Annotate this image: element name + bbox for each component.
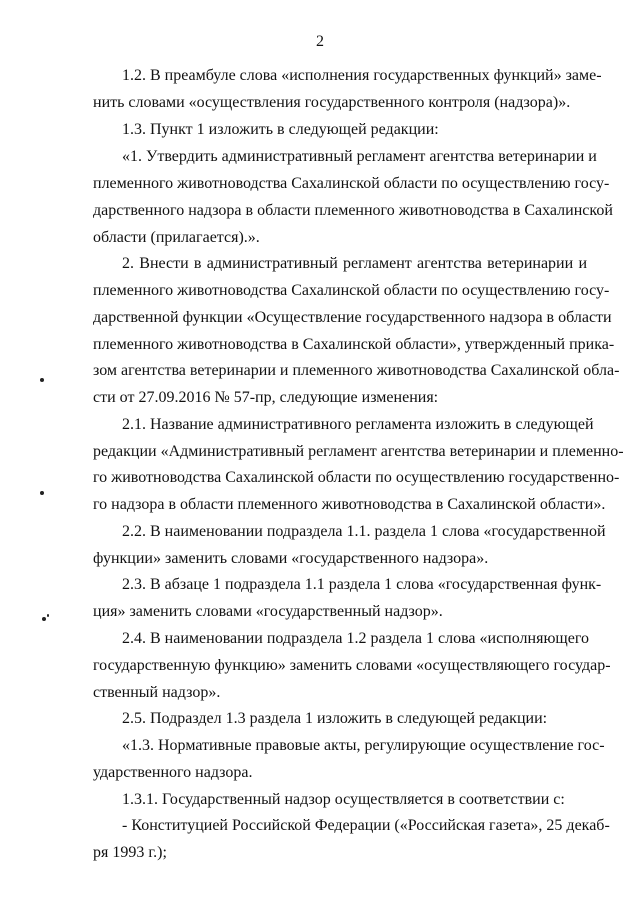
text-line: племенного животноводства Сахалинской области по осуществлению госу- xyxy=(93,175,610,192)
scan-speck xyxy=(42,617,46,621)
text-line: племенного животноводства в Сахалинской области», утвержденный прика- xyxy=(93,336,615,353)
text-line: 2.2. В наименовании подраздела 1.1. раздела 1 слова «государственной xyxy=(122,523,606,540)
text-line: редакции «Административный регламент агентства ветеринарии и племенно- xyxy=(93,443,624,460)
text-line: 2.3. В абзаце 1 подраздела 1.1 раздела 1 слова «государственная функ- xyxy=(122,576,602,593)
text-line: сти от 27.09.2016 № 57-пр, следующие изменения: xyxy=(93,389,439,406)
text-line: 2.4. В наименовании подраздела 1.2 раздела 1 слова «исполняющего xyxy=(122,630,589,647)
text-line: области (прилагается).». xyxy=(93,229,260,246)
text-line: - Конституцией Российской Федерации («Российская газета», 25 декаб- xyxy=(122,817,610,834)
text-line: «1. Утвердить административный регламент агентства ветеринарии и xyxy=(122,148,597,165)
scan-speck xyxy=(47,614,49,617)
scan-speck xyxy=(40,378,44,382)
text-line: ственный надзор». xyxy=(93,684,221,701)
text-line: го надзора в области племенного животноводства в Сахалинской области». xyxy=(93,496,606,513)
text-line: 2. Внести в административный регламент агентства ветеринарии и xyxy=(122,255,587,272)
text-line: государственную функцию» заменить словами «осуществляющего государ- xyxy=(93,657,611,674)
text-line: дарственной функции «Осуществление государственного надзора в области xyxy=(93,309,612,326)
text-line: племенного животноводства Сахалинской области по осуществлению госу- xyxy=(93,282,610,299)
text-line: зом агентства ветеринарии и племенного животноводства Сахалинской обла- xyxy=(93,362,620,379)
text-line: 1.3.1. Государственный надзор осуществляется в соответствии с: xyxy=(122,791,565,808)
text-line: 1.2. В преамбуле слова «исполнения государственных функций» заме- xyxy=(122,67,602,84)
text-line: дарственного надзора в области племенного животноводства в Сахалинской xyxy=(93,202,613,219)
text-line: функции» заменить словами «государственного надзора». xyxy=(93,550,489,567)
text-line: го животноводства Сахалинской области по осуществлению государственно- xyxy=(93,469,620,486)
text-line: 2.5. Подраздел 1.3 раздела 1 изложить в следующей редакции: xyxy=(122,710,548,727)
text-line: «1.3. Нормативные правовые акты, регулирующие осуществление гос- xyxy=(122,737,605,754)
text-line: ударственного надзора. xyxy=(93,764,253,781)
text-line: 2.1. Название административного регламента изложить в следующей xyxy=(122,416,594,433)
text-line: ция» заменить словами «государственный надзор». xyxy=(93,603,443,620)
page-number: 2 xyxy=(316,33,324,50)
text-line: 1.3. Пункт 1 изложить в следующей редакции: xyxy=(122,121,439,138)
scan-speck xyxy=(40,491,44,495)
text-line: нить словами «осуществления государственного контроля (надзора)». xyxy=(93,94,571,111)
text-line: ря 1993 г.); xyxy=(93,844,167,861)
